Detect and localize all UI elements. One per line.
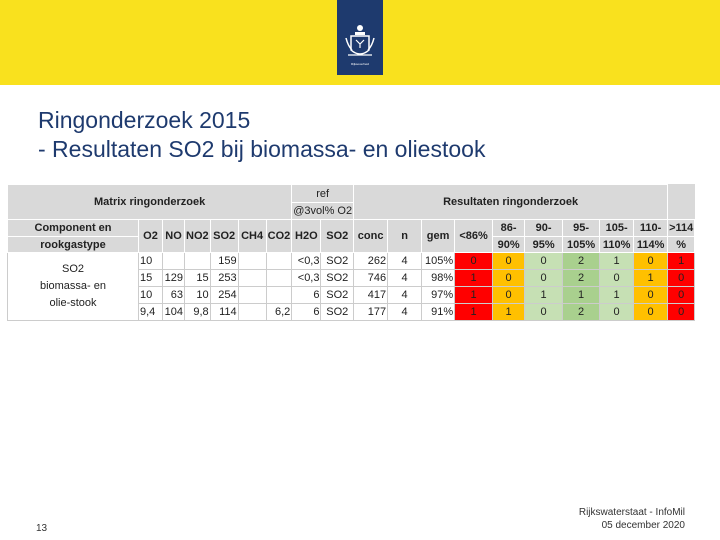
col-b3-top: 95- <box>563 220 600 237</box>
cell-n: 4 <box>388 304 422 321</box>
col-b5-bottom: 114% <box>634 237 668 253</box>
results-header: Resultaten ringonderzoek <box>354 185 668 220</box>
cell-gt114: 0 <box>668 304 695 321</box>
cell-b4: 1 <box>600 287 634 304</box>
component-header-2: rookgastype <box>8 237 139 253</box>
cell-h2o: <0,3 <box>292 270 321 287</box>
cell-so2: 253 <box>210 270 238 287</box>
crest-icon <box>343 22 377 62</box>
footer-org: Rijkswaterstaat - InfoMil <box>578 507 685 518</box>
footer <box>565 506 685 532</box>
cell-o2: 15 <box>139 270 163 287</box>
cell-ref: SO2 <box>321 287 354 304</box>
col-gt114-top: >114 <box>668 220 695 237</box>
cell-lt86: 1 <box>455 287 493 304</box>
cell-so2: 254 <box>210 287 238 304</box>
cell-gem: 98% <box>422 270 455 287</box>
col-no2: NO2 <box>185 220 211 253</box>
title-line-1: Ringonderzoek 2015 <box>38 107 251 133</box>
col-ref-so2: SO2 <box>321 220 354 253</box>
cell-b4: 1 <box>600 253 634 270</box>
col-n: n <box>388 220 422 253</box>
cell-so2: 114 <box>210 304 238 321</box>
cell-gt114: 1 <box>668 253 695 270</box>
cell-no: 104 <box>163 304 185 321</box>
cell-ch4 <box>238 253 266 270</box>
cell-gem: 91% <box>422 304 455 321</box>
cell-gem: 105% <box>422 253 455 270</box>
logo-ribbon <box>337 0 383 75</box>
slide-title <box>38 106 485 164</box>
cell-h2o: <0,3 <box>292 253 321 270</box>
col-b5-top: 110- <box>634 220 668 237</box>
logo-caption: Rijksoverheid <box>350 62 369 66</box>
cell-ch4 <box>238 287 266 304</box>
cell-gt114: 0 <box>668 287 695 304</box>
cell-ref: SO2 <box>321 304 354 321</box>
col-b1-bottom: 90% <box>493 237 525 253</box>
cell-ref: SO2 <box>321 270 354 287</box>
ref-header-1: ref <box>292 185 354 203</box>
col-conc: conc <box>354 220 388 253</box>
cell-co2 <box>266 287 292 304</box>
results-table <box>7 184 695 321</box>
component-header-1: Component en <box>8 220 139 237</box>
cell-lt86: 1 <box>455 270 493 287</box>
cell-no2: 10 <box>185 287 211 304</box>
cell-b3: 2 <box>563 270 600 287</box>
cell-b5: 1 <box>634 270 668 287</box>
col-o2: O2 <box>139 220 163 253</box>
cell-co2: 6,2 <box>266 304 292 321</box>
cell-b2: 1 <box>525 287 563 304</box>
cell-ch4 <box>238 270 266 287</box>
cell-n: 4 <box>388 270 422 287</box>
col-b2-bottom: 95% <box>525 237 563 253</box>
col-b4-top: 105- <box>600 220 634 237</box>
cell-n: 4 <box>388 253 422 270</box>
col-lt86: <86% <box>455 220 493 253</box>
cell-b2: 0 <box>525 253 563 270</box>
row-label-line-3: olie-stook <box>49 297 97 309</box>
col-so2: SO2 <box>210 220 238 253</box>
title-line-2: - Resultaten SO2 bij biomassa- en oliestook <box>38 136 486 162</box>
cell-b1: 0 <box>493 253 525 270</box>
cell-b3: 2 <box>563 253 600 270</box>
cell-o2: 10 <box>139 287 163 304</box>
cell-b2: 0 <box>525 304 563 321</box>
cell-lt86: 1 <box>455 304 493 321</box>
row-label <box>8 253 139 321</box>
footer-date: 05 december 2020 <box>601 520 685 531</box>
cell-b5: 0 <box>634 287 668 304</box>
cell-no: 63 <box>163 287 185 304</box>
col-b4-bottom: 110% <box>600 237 634 253</box>
cell-b2: 0 <box>525 270 563 287</box>
cell-no: 129 <box>163 270 185 287</box>
cell-conc: 177 <box>354 304 388 321</box>
cell-h2o: 6 <box>292 304 321 321</box>
cell-so2: 159 <box>210 253 238 270</box>
col-ch4: CH4 <box>238 220 266 253</box>
table-row <box>8 253 695 270</box>
col-b3-bottom: 105% <box>563 237 600 253</box>
cell-b3: 1 <box>563 287 600 304</box>
cell-b4: 0 <box>600 304 634 321</box>
col-b1-top: 86- <box>493 220 525 237</box>
cell-co2 <box>266 253 292 270</box>
cell-conc: 417 <box>354 287 388 304</box>
cell-no <box>163 253 185 270</box>
cell-b5: 0 <box>634 304 668 321</box>
cell-b1: 0 <box>493 270 525 287</box>
cell-lt86: 0 <box>455 253 493 270</box>
row-label-line-1: SO2 <box>61 263 84 275</box>
cell-b5: 0 <box>634 253 668 270</box>
col-co2: CO2 <box>266 220 292 253</box>
cell-ch4 <box>238 304 266 321</box>
col-h2o: H2O <box>292 220 321 253</box>
col-no: NO <box>163 220 185 253</box>
cell-h2o: 6 <box>292 287 321 304</box>
cell-n: 4 <box>388 287 422 304</box>
cell-gem: 97% <box>422 287 455 304</box>
col-gt114-bottom: % <box>668 237 695 253</box>
cell-o2: 10 <box>139 253 163 270</box>
page-number: 13 <box>36 523 48 534</box>
cell-co2 <box>266 270 292 287</box>
cell-b1: 0 <box>493 287 525 304</box>
cell-conc: 746 <box>354 270 388 287</box>
col-gem: gem <box>422 220 455 253</box>
matrix-header: Matrix ringonderzoek <box>8 185 292 220</box>
row-label-line-2: biomassa- en <box>39 280 107 292</box>
cell-o2: 9,4 <box>139 304 163 321</box>
cell-no2 <box>185 253 211 270</box>
cell-b3: 2 <box>563 304 600 321</box>
cell-gt114: 0 <box>668 270 695 287</box>
cell-no2: 9,8 <box>185 304 211 321</box>
cell-ref: SO2 <box>321 253 354 270</box>
cell-b1: 1 <box>493 304 525 321</box>
ref-header-2: @3vol% O2 <box>292 203 354 220</box>
col-b2-top: 90- <box>525 220 563 237</box>
cell-no2: 15 <box>185 270 211 287</box>
cell-conc: 262 <box>354 253 388 270</box>
cell-b4: 0 <box>600 270 634 287</box>
